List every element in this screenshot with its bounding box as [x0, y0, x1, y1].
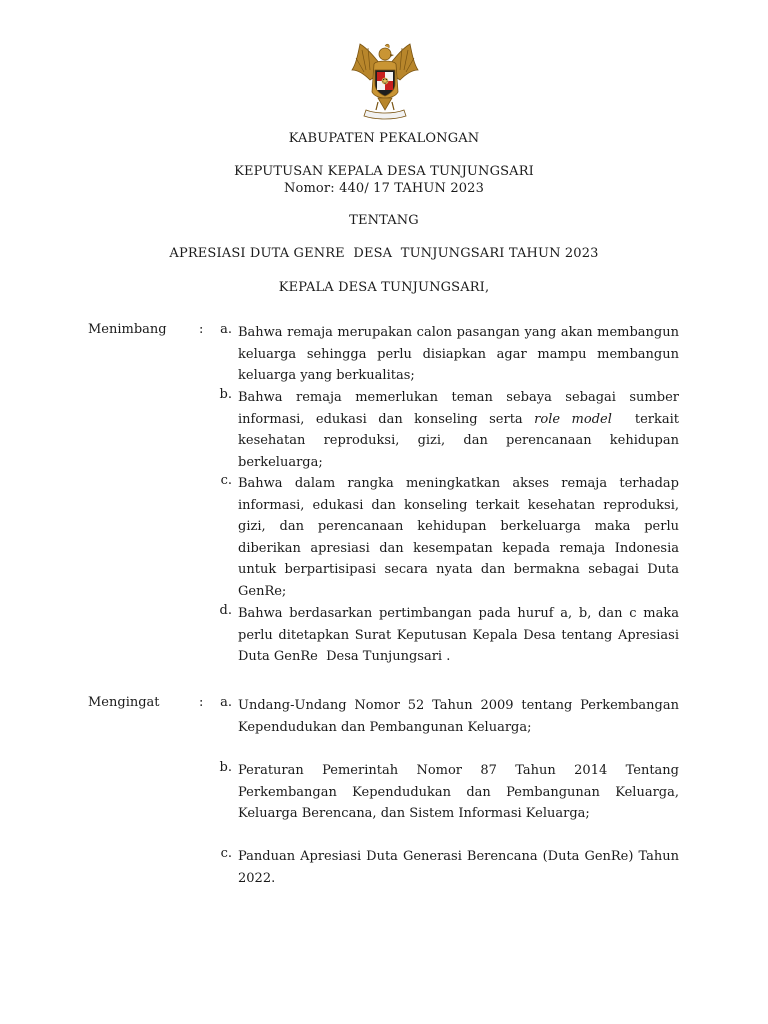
- menimbang-item-d: Bahwa berdasarkan pertimbangan pada huruf a, b, dan c maka perlu ditetapkan Surat Keputusan Kepala Desa tentang Apresiasi Duta GenRe Desa Tunjungsari .: [238, 606, 684, 664]
- menimbang-letter-b: b.: [219, 387, 232, 402]
- mengingat-letter-c: c.: [220, 846, 232, 861]
- menimbang-item-a: Bahwa remaja merupakan calon pasangan yang akan membangun keluarga sehingga perlu disiapkan agar mampu membangun keluarga yang berkualitas;: [238, 325, 679, 383]
- mengingat-letter-a: a.: [220, 695, 232, 710]
- menimbang-letter-d: d.: [219, 603, 232, 618]
- menimbang-letter-a: a.: [220, 322, 232, 337]
- mengingat-item-b: Peraturan Pemerintah Nomor 87 Tahun 2014 Tentang Perkembangan Kependudukan dan Pembangunan Keluarga, Keluarga Berencana, dan Sistem Informasi Keluarga;: [238, 763, 679, 821]
- mengingat-letter-b: b.: [219, 760, 232, 775]
- menimbang-item-c: Bahwa dalam rangka meningkatkan akses remaja terhadap informasi, edukasi dan konseling terkait kesehatan reproduksi, gizi, dan perencanaan kehidupan berkeluarga maka perlu diberikan apresiasi dan kesempatan kepada remaja Indonesia untuk berpartisipasi secara nyata dan bermakna sebagai Duta GenRe;: [238, 476, 679, 599]
- menimbang-item-b-text-2: terkait kesehatan reproduksi, gizi, dan perencanaan kehidupan berkeluarga;: [238, 411, 684, 470]
- mengingat-colon: :: [199, 695, 204, 710]
- decree-title: KEPUTUSAN KEPALA DESA TUNJUNGSARI: [234, 164, 534, 179]
- menimbang-colon: :: [199, 322, 204, 337]
- menimbang-item-b-text-1: Bahwa remaja memerlukan teman sebaya sebagai sumber informasi, edukasi dan konseling serta: [238, 390, 684, 427]
- garuda-pancasila-emblem: [348, 40, 422, 122]
- decree-subject: APRESIASI DUTA GENRE DESA TUNJUNGSARI TAHUN 2023: [169, 246, 599, 261]
- regency-name: KABUPATEN PEKALONGAN: [288, 131, 480, 146]
- decree-number: Nomor: 440/ 17 TAHUN 2023: [283, 181, 485, 196]
- menimbang-letter-c: c.: [220, 473, 232, 488]
- about-heading: TENTANG: [349, 213, 419, 228]
- mengingat-item-a: Undang-Undang Nomor 52 Tahun 2009 tentang Perkembangan Kependudukan dan Pembangunan Keluarga;: [238, 698, 679, 735]
- mengingat-label: Mengingat: [88, 695, 160, 710]
- issuer-heading: KEPALA DESA TUNJUNGSARI,: [278, 280, 490, 295]
- menimbang-item-b: [238, 387, 684, 473]
- menimbang-item-b-italic: role model: [534, 411, 612, 427]
- menimbang-label: Menimbang: [88, 322, 167, 337]
- mengingat-item-c: Panduan Apresiasi Duta Generasi Berencana (Duta GenRe) Tahun 2022.: [238, 849, 679, 886]
